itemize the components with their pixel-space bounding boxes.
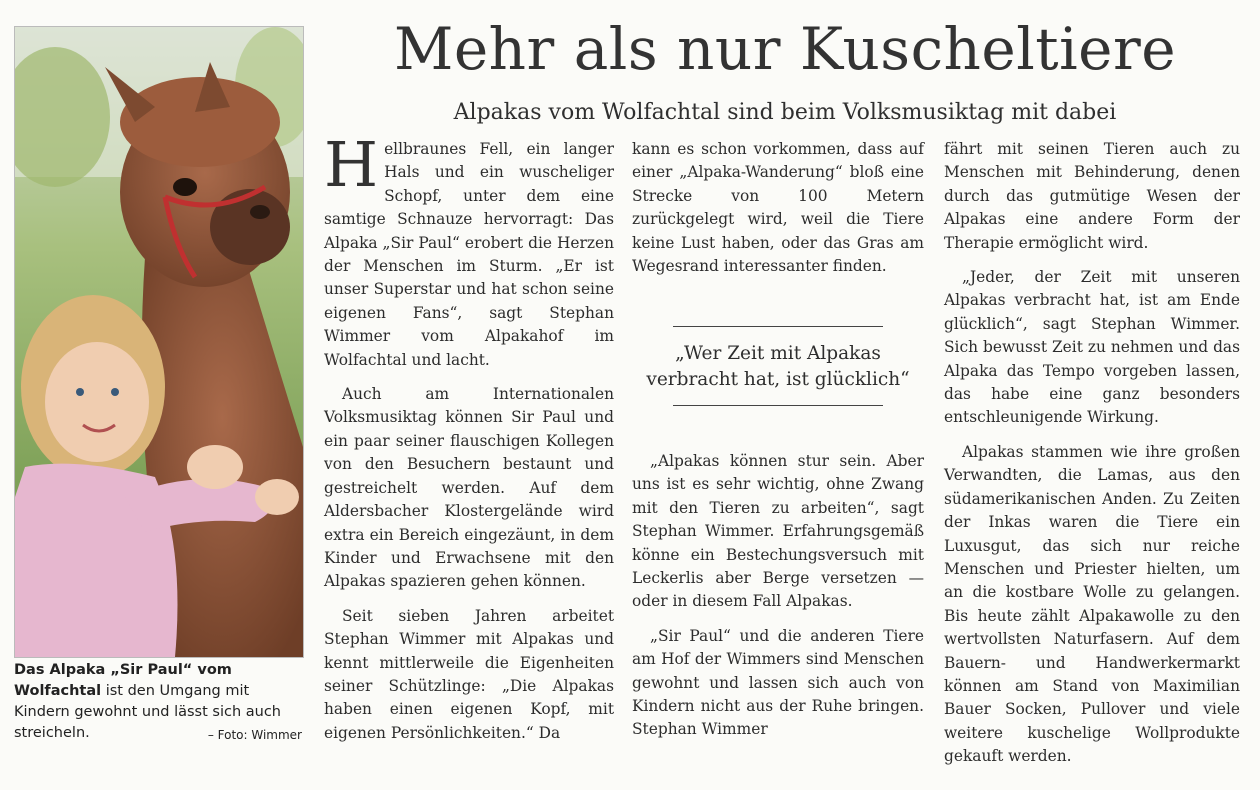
pull-quote-text: „Wer Zeit mit Alpakas verbracht hat, ist glücklich“ — [646, 343, 910, 390]
paragraph-text: ellbraunes Fell, ein langer Hals und ein wuscheliger Schopf, unter dem eine samtige Schnauze hervorragt: Das Alpaka „Sir Paul“ erobert die Herzen der Menschen im Sturm. „Er ist unser Superstar und hat schon seine eigenen Fans“, sagt Stephan Wimmer vom Alpakahof im Wolfachtal und lacht. — [324, 140, 614, 369]
caption-bold: Das Alpaka „Sir Paul“ vom Wolfachtal — [14, 662, 232, 699]
photo-caption — [14, 660, 302, 746]
paragraph: Seit sieben Jahren arbeitet Stephan Wimmer mit Alpakas und kennt mittlerweile die Eigenheiten seiner Schützlinge: „Die Alpakas haben einen eigenen Kopf, mit eigenen Persönlichkeiten.“ Da — [324, 606, 614, 742]
paragraph: „Alpakas können stur sein. Aber uns ist es sehr wichtig, ohne Zwang mit den Tieren zu arbeiten“, sagt Stephan Wimmer. Erfahrungsgemäß könne ein Bestechungsversuch mit Leckerlis aber Berge versetzen — oder in diesem Fall Alpakas. — [632, 452, 924, 611]
paragraph — [324, 128, 614, 372]
paragraph: Alpakas stammen wie ihre großen Verwandten, die Lamas, aus den südamerikanischen Anden. Zu Zeiten der Inkas waren die Tiere ein Luxusgut, das sich nur reiche Menschen und Priester hielten, um an die kostbare Wolle zu gelangen. Bis heute zählt Alpakawolle zu den wertvollsten Naturfasern. Auf dem Bauern- und Handwerkermarkt können am Stand von Maximilian Bauer Socken, Pullover und viele weitere kuschelige Wollprodukte gekauft werden. — [944, 442, 1240, 766]
drop-cap: H — [324, 128, 379, 201]
article-column-2-continued — [632, 450, 924, 753]
divider — [673, 405, 883, 406]
pull-quote — [632, 326, 924, 406]
paragraph: Auch am Internationalen Volksmusiktag können Sir Paul und ein paar seiner flauschigen Kollegen von den Besuchern bestaunt und gestreichelt werden. Auf dem Aldersbacher Klostergelände wird extra ein Bereich eingezäunt, in dem Kinder und Erwachsene mit den Alpakas spazieren gehen können. — [324, 385, 614, 591]
paragraph: „Sir Paul“ und die anderen Tiere am Hof der Wimmers sind Menschen gewohnt und lassen sich auch von Kindern nicht aus der Ruhe bringen. Stephan Wimmer — [632, 626, 924, 739]
photo-credit: – Foto: Wimmer — [207, 728, 302, 742]
article-column-2 — [632, 138, 924, 289]
alpaca-and-child-image — [15, 27, 303, 657]
paragraph: fährt mit seinen Tieren auch zu Menschen mit Behinderung, denen durch das gutmütige Wesen der Alpakas eine andere Form der Therapie ermöglicht wird. — [944, 140, 1240, 252]
paragraph: kann es schon vorkommen, dass auf einer „Alpaka-Wanderung“ bloß eine Strecke von 100 Metern zurückgelegt wird, weil die Tiere keine Lust haben, oder das Gras am Wegesrand interessanter finden. — [632, 140, 924, 276]
article-column-3 — [944, 138, 1240, 780]
subheadline: Alpakas vom Wolfachtal sind beim Volksmusiktag mit dabei — [453, 100, 1117, 125]
caption-text: ist den Umgang mit Kindern gewohnt und lässt sich auch streicheln. — [14, 683, 281, 741]
headline: Mehr als nur Kuscheltiere — [393, 15, 1177, 83]
paragraph: „Jeder, der Zeit mit unseren Alpakas verbracht hat, ist am Ende glücklich“, sagt Stephan Wimmer. Sich bewusst Zeit zu nehmen und das Alpaka das Tempo vorgeben lassen, das habe eine ganz besonders entschleunigende Wirkung. — [944, 268, 1240, 427]
article-column-1 — [324, 128, 614, 756]
article-photo — [14, 26, 304, 658]
